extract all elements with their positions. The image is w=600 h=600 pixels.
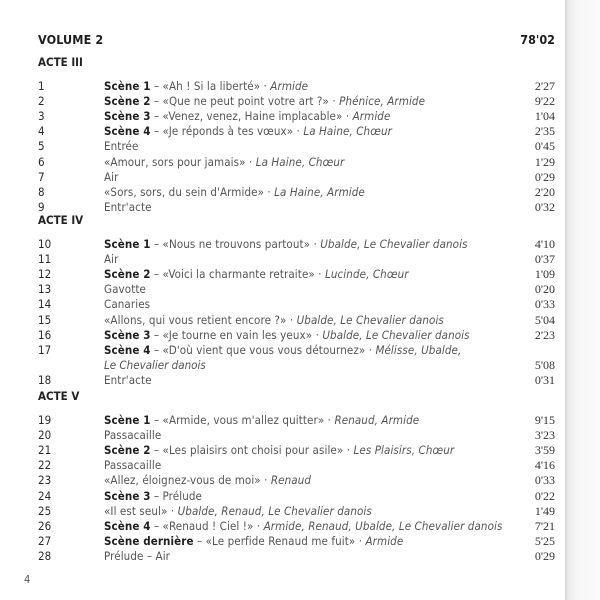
track-number: 27 bbox=[38, 533, 52, 548]
track-text: Entr'acte bbox=[104, 372, 152, 387]
track-text: Passacaille bbox=[104, 428, 162, 443]
track-duration: 0'45 bbox=[534, 139, 555, 154]
track-text: Entr'acte bbox=[104, 199, 152, 214]
track-row bbox=[38, 534, 555, 549]
track-duration: 5'25 bbox=[534, 533, 555, 548]
scene-separator: – bbox=[150, 94, 163, 109]
track-duration: 5'04 bbox=[534, 312, 555, 327]
track-duration: 2'23 bbox=[534, 327, 555, 342]
scene-label: Scène 3 bbox=[104, 327, 151, 342]
track-text: «Renaud ! Ciel !» · bbox=[162, 518, 264, 533]
page-gutter-shadow bbox=[565, 0, 600, 600]
track-text: «Il est seul» · bbox=[104, 503, 178, 518]
track-roles: Armide bbox=[352, 109, 391, 124]
scene-separator: – bbox=[193, 533, 206, 548]
track-number: 19 bbox=[38, 413, 52, 427]
track-duration: 4'16 bbox=[534, 458, 555, 473]
track-text: «Les plaisirs ont choisi pour asile» · bbox=[162, 443, 354, 458]
track-duration: 2'27 bbox=[534, 79, 555, 93]
track-number: 3 bbox=[38, 109, 45, 124]
track-row bbox=[38, 79, 555, 94]
track-row bbox=[38, 155, 555, 170]
scene-separator: – bbox=[150, 237, 163, 251]
track-number: 13 bbox=[38, 282, 52, 297]
track-duration: 9'22 bbox=[534, 94, 555, 109]
track-text: Air bbox=[104, 252, 119, 267]
track-row bbox=[38, 443, 555, 458]
track-row bbox=[38, 94, 555, 109]
track-number: 24 bbox=[38, 488, 52, 503]
track-row bbox=[38, 313, 555, 328]
track-row bbox=[38, 109, 555, 124]
track-number: 28 bbox=[38, 548, 52, 563]
scene-separator: – bbox=[150, 109, 163, 124]
track-number: 7 bbox=[38, 169, 45, 184]
track-text: Prélude bbox=[162, 488, 203, 503]
track-row bbox=[38, 458, 555, 473]
track-text: «Venez, venez, Haine implacable» · bbox=[162, 109, 353, 124]
track-number: 22 bbox=[38, 458, 52, 473]
track-duration: 0'37 bbox=[534, 252, 555, 267]
track-number: 12 bbox=[38, 267, 52, 282]
track-row bbox=[38, 237, 555, 252]
track-title bbox=[104, 549, 170, 564]
track-duration: 1'49 bbox=[534, 503, 555, 518]
track-text: Air bbox=[104, 169, 119, 184]
track-number: 18 bbox=[38, 372, 52, 387]
track-row bbox=[38, 282, 555, 297]
volume-header bbox=[38, 32, 555, 48]
track-row bbox=[38, 200, 555, 215]
scene-separator: – bbox=[150, 327, 163, 342]
track-row bbox=[38, 519, 555, 534]
track-row bbox=[38, 473, 555, 488]
track-title bbox=[104, 328, 470, 343]
track-duration: 2'20 bbox=[534, 184, 555, 199]
track-number: 6 bbox=[38, 154, 45, 169]
scene-label: Scène 1 bbox=[104, 79, 151, 93]
track-text: «Armide, vous m'allez quitter» · bbox=[162, 413, 335, 427]
track-roles: La Haine, Chœur bbox=[255, 154, 345, 169]
track-number: 14 bbox=[38, 297, 52, 312]
track-row bbox=[38, 343, 555, 373]
scene-separator: – bbox=[150, 518, 163, 533]
track-title bbox=[104, 297, 150, 312]
track-text: «Allez, éloignez-vous de moi» · bbox=[104, 473, 271, 488]
track-number: 5 bbox=[38, 139, 45, 154]
track-number: 20 bbox=[38, 428, 52, 443]
volume-title: VOLUME 2 bbox=[38, 32, 104, 47]
track-duration: 0'33 bbox=[534, 473, 555, 488]
track-title bbox=[104, 200, 152, 215]
track-title bbox=[104, 373, 152, 388]
track-row bbox=[38, 297, 555, 312]
track-row bbox=[38, 267, 555, 282]
track-roles: Ubalde, Le Chevalier danois bbox=[322, 327, 470, 342]
scene-label: Scène 4 bbox=[104, 518, 151, 533]
track-title bbox=[104, 343, 461, 358]
track-roles: La Haine, Armide bbox=[274, 184, 365, 199]
scene-separator: – bbox=[150, 79, 163, 93]
scene-label: Scène 4 bbox=[104, 342, 151, 357]
track-number: 26 bbox=[38, 518, 52, 533]
track-number: 21 bbox=[38, 443, 52, 458]
scene-separator: – bbox=[150, 124, 163, 139]
scene-label: Scène 3 bbox=[104, 488, 151, 503]
track-number: 17 bbox=[38, 342, 52, 357]
act-heading: ACTE IV bbox=[38, 213, 84, 227]
page-number: 4 bbox=[24, 573, 31, 586]
track-row bbox=[38, 252, 555, 267]
track-text: «D'où vient que vous vous détournez» · bbox=[162, 342, 376, 357]
track-title bbox=[104, 282, 146, 297]
track-roles: Armide bbox=[365, 533, 404, 548]
track-title bbox=[104, 413, 419, 428]
track-duration: 0'22 bbox=[534, 488, 555, 503]
track-title bbox=[104, 428, 161, 443]
scene-label: Scène dernière bbox=[104, 533, 194, 548]
track-roles-continued: Le Chevalier danois bbox=[104, 357, 206, 372]
track-text: «Je tourne en vain les yeux» · bbox=[162, 327, 323, 342]
track-title bbox=[104, 313, 444, 328]
scene-label: Scène 3 bbox=[104, 109, 151, 124]
track-title bbox=[104, 124, 392, 139]
track-duration: 0'31 bbox=[534, 372, 555, 387]
track-title bbox=[104, 109, 390, 124]
track-roles: Renaud, Armide bbox=[334, 413, 420, 427]
track-text: «Allons, qui vous retient encore ?» · bbox=[104, 312, 297, 327]
track-duration: 0'29 bbox=[534, 169, 555, 184]
scene-label: Scène 2 bbox=[104, 94, 151, 109]
track-row bbox=[38, 504, 555, 519]
track-number: 10 bbox=[38, 237, 52, 251]
track-roles: Ubalde, Le Chevalier danois bbox=[296, 312, 444, 327]
track-title bbox=[104, 519, 502, 534]
track-title bbox=[104, 94, 425, 109]
track-roles: Phénice, Armide bbox=[339, 94, 426, 109]
track-number: 1 bbox=[38, 79, 45, 93]
track-number: 2 bbox=[38, 94, 45, 109]
track-duration: 1'04 bbox=[534, 109, 555, 124]
track-number: 11 bbox=[38, 252, 52, 267]
track-roles: Armide, Renaud, Ubalde, Le Chevalier danois bbox=[263, 518, 503, 533]
track-duration: 0'29 bbox=[534, 548, 555, 563]
track-title bbox=[104, 267, 409, 282]
act-heading: ACTE III bbox=[38, 55, 83, 69]
track-title bbox=[104, 534, 403, 549]
track-duration: 0'33 bbox=[534, 297, 555, 312]
track-row bbox=[38, 373, 555, 388]
scene-separator: – bbox=[150, 488, 163, 503]
track-duration: 5'08 bbox=[534, 357, 555, 372]
track-row bbox=[38, 549, 555, 564]
scene-separator: – bbox=[150, 413, 163, 427]
scene-label: Scène 1 bbox=[104, 237, 151, 251]
track-title bbox=[104, 252, 119, 267]
track-title bbox=[104, 237, 468, 252]
track-number: 23 bbox=[38, 473, 52, 488]
track-number: 25 bbox=[38, 503, 52, 518]
track-text: Prélude – Air bbox=[104, 548, 171, 563]
act-heading: ACTE V bbox=[38, 389, 80, 403]
track-text: Canaries bbox=[104, 297, 151, 312]
track-row bbox=[38, 489, 555, 504]
scene-separator: – bbox=[150, 443, 163, 458]
track-row bbox=[38, 139, 555, 154]
track-number: 8 bbox=[38, 184, 45, 199]
track-duration: 1'29 bbox=[534, 154, 555, 169]
track-roles: Ubalde, Le Chevalier danois bbox=[320, 237, 468, 251]
track-title bbox=[104, 79, 308, 94]
track-duration: 3'23 bbox=[534, 428, 555, 443]
scene-label: Scène 1 bbox=[104, 413, 151, 427]
track-number: 4 bbox=[38, 124, 45, 139]
track-roles: Lucinde, Chœur bbox=[325, 267, 409, 282]
track-roles: Les Plaisirs, Chœur bbox=[353, 443, 455, 458]
track-title bbox=[104, 489, 202, 504]
track-text: Gavotte bbox=[104, 282, 146, 297]
track-text: Passacaille bbox=[104, 458, 162, 473]
scene-separator: – bbox=[150, 267, 163, 282]
track-title bbox=[104, 139, 138, 154]
track-row bbox=[38, 428, 555, 443]
track-duration: 0'32 bbox=[534, 199, 555, 214]
track-row bbox=[38, 328, 555, 343]
track-roles: La Haine, Chœur bbox=[303, 124, 392, 139]
track-text: «Ah ! Si la liberté» · bbox=[162, 79, 271, 93]
track-roles: Ubalde, Renaud, Le Chevalier danois bbox=[177, 503, 372, 518]
track-text: «Sors, sors, du sein d'Armide» · bbox=[104, 184, 275, 199]
track-title bbox=[104, 504, 372, 519]
track-text: «Voici la charmante retraite» · bbox=[162, 267, 325, 282]
track-row bbox=[38, 170, 555, 185]
track-text: «Que ne peut point votre art ?» · bbox=[162, 94, 340, 109]
track-row bbox=[38, 185, 555, 200]
track-duration: 4'10 bbox=[534, 237, 555, 251]
track-title bbox=[104, 473, 311, 488]
track-title bbox=[104, 170, 119, 185]
scene-label: Scène 4 bbox=[104, 124, 151, 139]
track-text: «Le perfide Renaud me fuit» · bbox=[205, 533, 366, 548]
scene-label: Scène 2 bbox=[104, 267, 151, 282]
volume-total-time: 78'02 bbox=[520, 32, 555, 47]
track-title bbox=[104, 458, 161, 473]
track-number: 16 bbox=[38, 327, 52, 342]
track-duration: 1'09 bbox=[534, 267, 555, 282]
track-row bbox=[38, 124, 555, 139]
track-title bbox=[104, 443, 454, 458]
track-duration: 9'15 bbox=[534, 413, 555, 427]
track-duration: 2'35 bbox=[534, 124, 555, 139]
track-text: «Je réponds à tes vœux» · bbox=[162, 124, 304, 139]
track-roles: Armide bbox=[270, 79, 309, 93]
track-title bbox=[104, 185, 365, 200]
track-duration: 3'59 bbox=[534, 443, 555, 458]
scene-separator: – bbox=[150, 342, 163, 357]
track-title bbox=[104, 155, 344, 170]
track-number: 15 bbox=[38, 312, 52, 327]
track-row bbox=[38, 413, 555, 428]
scene-label: Scène 2 bbox=[104, 443, 151, 458]
track-text: «Nous ne trouvons partout» · bbox=[162, 237, 321, 251]
track-roles: Renaud bbox=[270, 473, 312, 488]
track-text: Entrée bbox=[104, 139, 139, 154]
track-duration: 0'20 bbox=[534, 282, 555, 297]
track-roles: Mélisse, Ubalde, bbox=[375, 342, 462, 357]
track-text: «Amour, sors pour jamais» · bbox=[104, 154, 256, 169]
track-duration: 7'21 bbox=[534, 518, 555, 533]
track-number: 9 bbox=[38, 199, 45, 214]
